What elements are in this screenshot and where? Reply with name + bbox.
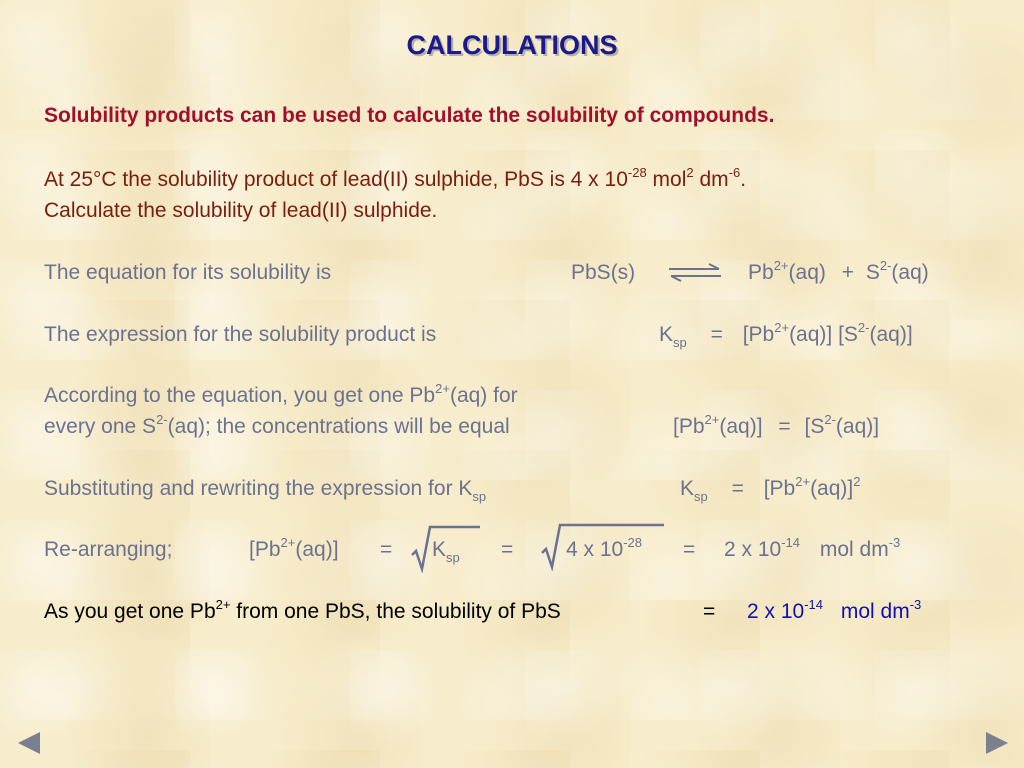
- problem-line-1: [44, 165, 747, 192]
- ion-charge: 2-: [857, 320, 870, 335]
- next-slide-button[interactable]: [984, 730, 1010, 756]
- equals-sign: =: [731, 477, 744, 500]
- equation-label: The equation for its solubility is: [44, 261, 332, 284]
- triangle-right-icon: [984, 730, 1010, 756]
- term: (aq)]: [869, 323, 913, 346]
- term: (aq)]: [295, 538, 339, 561]
- term: (aq)]: [719, 415, 763, 438]
- text: every one S: [44, 415, 157, 438]
- page-title: CALCULATIONS: [406, 30, 618, 60]
- ion-charge: 2+: [215, 597, 231, 612]
- rearranging-result: [724, 535, 901, 562]
- rearranging-value: [566, 535, 643, 562]
- according-result: [673, 412, 880, 439]
- ion-charge: 2+: [773, 258, 789, 273]
- term: (aq)]: [810, 477, 854, 500]
- substituting-formula: [680, 474, 861, 504]
- equation-reactant: PbS(s): [571, 261, 636, 284]
- subscript: sp: [446, 550, 460, 565]
- expression-label: The expression for the solubility product is: [44, 323, 437, 346]
- text: (aq) for: [449, 384, 518, 407]
- exponent: -28: [623, 535, 643, 550]
- state-symbol: (aq): [788, 261, 826, 284]
- slide-subtitle: Solubility products can be used to calculate the solubility of compounds.: [44, 104, 775, 127]
- unit-text: mol dm: [840, 600, 910, 623]
- equals-sign: =: [380, 538, 393, 561]
- ion-charge: 2-: [156, 412, 168, 427]
- expression-formula: [659, 320, 913, 350]
- ion-charge: 2+: [774, 320, 790, 335]
- equals-sign: =: [683, 538, 696, 561]
- equals-sign: =: [703, 600, 716, 623]
- problem-line-2: Calculate the solubility of lead(II) sulphide.: [44, 199, 438, 222]
- text: (aq); the concentrations will be equal: [167, 415, 510, 438]
- ion-charge: 2+: [704, 412, 720, 427]
- ion-charge: 2+: [795, 474, 811, 489]
- number: 2 x 10: [747, 600, 805, 623]
- term: [Pb: [742, 323, 775, 346]
- problem-text: At 25°C the solubility product of lead(II) sulphide, PbS is 4 x 10: [44, 168, 628, 191]
- exponent: -3: [909, 597, 922, 612]
- ion-charge: 2-: [879, 258, 892, 273]
- rearranging-label: Re-arranging;: [44, 538, 173, 561]
- term: [Pb: [249, 538, 281, 561]
- subscript: sp: [472, 489, 487, 504]
- plus-sign: +: [841, 261, 854, 284]
- ion-charge: 2+: [435, 381, 450, 396]
- term: (aq)] [S: [789, 323, 858, 346]
- exponent: -28: [627, 165, 647, 180]
- subscript: sp: [694, 489, 708, 504]
- ion-charge: 2-: [824, 412, 836, 427]
- equals-sign: =: [501, 538, 514, 561]
- term: [S: [804, 415, 825, 438]
- previous-slide-button[interactable]: [16, 730, 42, 756]
- unit-text: mol: [646, 168, 687, 191]
- state-symbol: (aq): [891, 261, 929, 284]
- text: Substituting and rewriting the expression for K: [44, 477, 473, 500]
- exponent: -14: [804, 597, 824, 612]
- unit-text: dm: [693, 168, 729, 191]
- ksp-symbol: K: [680, 477, 695, 500]
- equilibrium-arrow-icon: [667, 262, 723, 289]
- ksp-symbol: K: [659, 323, 674, 346]
- ion-symbol: S: [865, 261, 880, 284]
- term: [Pb: [763, 477, 796, 500]
- punctuation: .: [740, 168, 747, 191]
- exponent: -6: [728, 165, 741, 180]
- unit-text: mol dm: [819, 538, 889, 561]
- exponent: 2: [686, 165, 694, 180]
- ksp-symbol: K: [432, 538, 447, 561]
- equals-sign: =: [710, 323, 723, 346]
- number: 4 x 10: [566, 538, 624, 561]
- term: (aq)]: [835, 415, 880, 438]
- answer: [747, 597, 922, 624]
- exponent: -14: [781, 535, 801, 550]
- substituting-label: [44, 477, 487, 504]
- subscript: sp: [673, 335, 687, 350]
- according-line-2: [44, 412, 510, 439]
- according-line-1: [44, 381, 518, 408]
- exponent: -3: [888, 535, 901, 550]
- text: from one PbS, the solubility of PbS: [230, 600, 561, 623]
- rearranging-ksp: [432, 538, 460, 565]
- ion-charge: 2+: [280, 535, 296, 550]
- rearranging-lhs: [249, 535, 339, 562]
- equals-sign: =: [778, 415, 791, 438]
- term: [Pb: [673, 415, 705, 438]
- text: As you get one Pb: [44, 600, 216, 623]
- number: 2 x 10: [724, 538, 782, 561]
- equation-products: [748, 258, 929, 285]
- text: According to the equation, you get one Pb: [44, 384, 436, 407]
- conclusion-text: [44, 597, 561, 624]
- ion-symbol: Pb: [748, 261, 774, 284]
- exponent: 2: [853, 474, 861, 489]
- triangle-left-icon: [16, 730, 42, 756]
